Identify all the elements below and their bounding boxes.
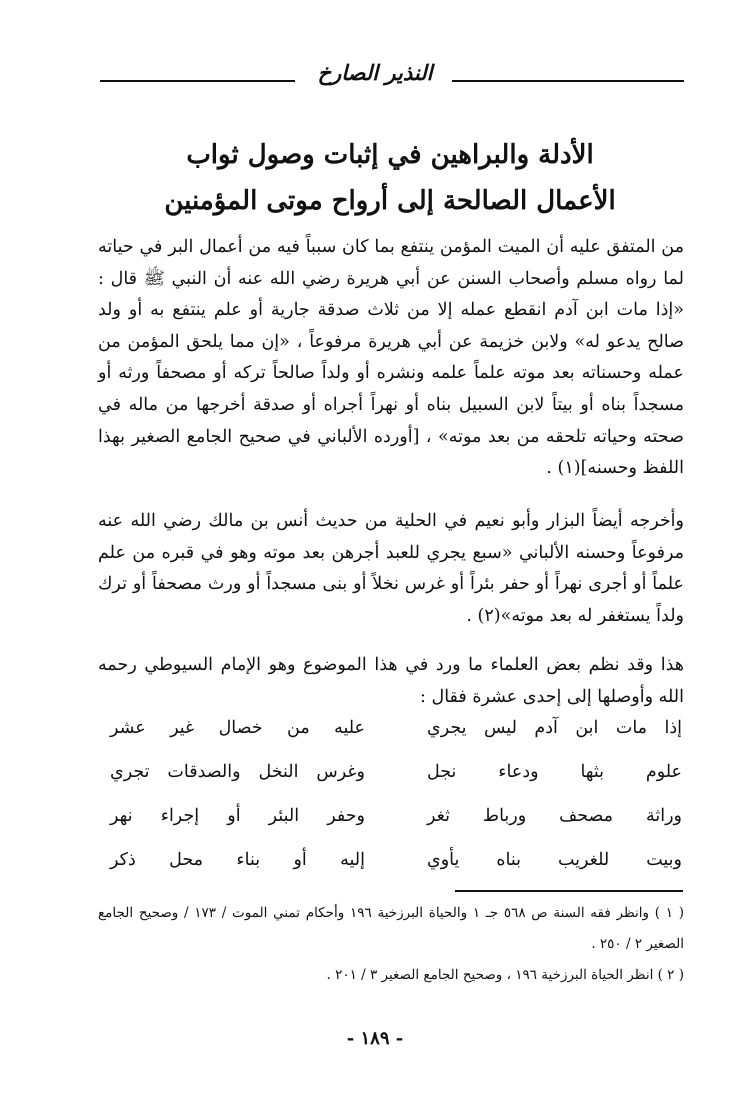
poem-first-hemistich: وبيت للغريب بناه يأوي	[427, 850, 682, 870]
footnote-2: ( ٢ ) انظر الحياة البرزخية ١٩٦ ، وصحيح الجامع الصغير ٣ / ٢٠١ .	[326, 967, 684, 983]
poem-second-hemistich: وغرس النخل والصدقات تجري	[110, 762, 365, 782]
footnotes	[98, 898, 684, 991]
running-header	[100, 58, 684, 94]
running-header-title: النذير الصارخ	[317, 60, 433, 85]
chapter-title-line-1: الأدلة والبراهين في إثبات وصول ثواب	[186, 140, 594, 170]
page-number: - ١٨٩ -	[346, 1028, 404, 1049]
poem-first-hemistich: وراثة مصحف ورباط ثغر	[427, 806, 682, 826]
footnote-separator	[455, 890, 683, 892]
poem-verse	[110, 762, 682, 806]
poem-first-hemistich: إذا مات ابن آدم ليس يجري	[427, 718, 682, 738]
footnote-1: ( ١ ) وانظر فقه السنة ص ٥٦٨ جـ ١ والحياة البرزخية ١٩٦ وأحكام تمني الموت / ١٧٣ / وصحيح الجامع الصغير ٢ / ٢٥٠ .	[98, 905, 685, 952]
poem-second-hemistich: وحفر البئر أو إجراء نهر	[110, 806, 365, 826]
poem-verse	[110, 718, 682, 762]
poem	[110, 718, 682, 894]
body-paragraph: هذا وقد نظم بعض العلماء ما ورد في هذا الموضوع وهو الإمام السيوطي رحمه الله وأوصلها إلى إحدى عشرة فقال :	[98, 655, 684, 707]
poem-verse	[110, 806, 682, 850]
poem-second-hemistich: إليه أو بناء محل ذكر	[110, 850, 365, 870]
body-paragraph: وأخرجه أيضاً البزار وأبو نعيم في الحلية من حديث أنس بن مالك رضي الله عنه مرفوعاً وحسنه الألباني «سبع يجري للعبد أجرهن بعد موته وهو في قبره من علم علماً أو أجرى نهراً أو حفر بئراً أو غرس نخلاً أو بنى مسجداً أو ورث مصحفاً أو ترك ولداً يستغفر له بعد موته»(٢) .	[98, 511, 684, 626]
chapter-title-line-2: الأعمال الصالحة إلى أرواح موتى المؤمنين	[164, 186, 616, 216]
header-rule-left	[100, 80, 295, 82]
chapter-title	[90, 132, 690, 224]
header-rule-right	[452, 80, 684, 82]
poem-verse	[110, 850, 682, 894]
poem-second-hemistich: عليه من خصال غير عشر	[110, 718, 365, 738]
poem-first-hemistich: علوم بثها ودعاء نجل	[427, 762, 682, 782]
body-paragraph: من المتفق عليه أن الميت المؤمن ينتفع بما كان سبباً فيه من أعمال البر في حياته لما رواه مسلم وأصحاب السنن عن أبي هريرة رضي الله عنه أن النبي ﷺ قال : «إذا مات ابن آدم انقطع عمله إلا من ثلاث صدقة جارية أو علم ينتفع به أو ولد صالح يدعو له» ولابن خزيمة عن أبي هريرة مرفوعاً ، «إن مما يلحق المؤمن من عمله وحسناته بعد موته علماً علمه ونشره أو ولداً صالحاً تركه أو مصحفاً ورثه أو مسجداً بناه أو بيتاً لابن السبيل بناه أو نهراً أجراه أو صدقة أخرجها من ماله في صحته وحياته تلحقه من بعد موته» ، [أورده الألباني في صحيح الجامع الصغير بهذا اللفظ وحسنه](١) .	[98, 237, 684, 479]
